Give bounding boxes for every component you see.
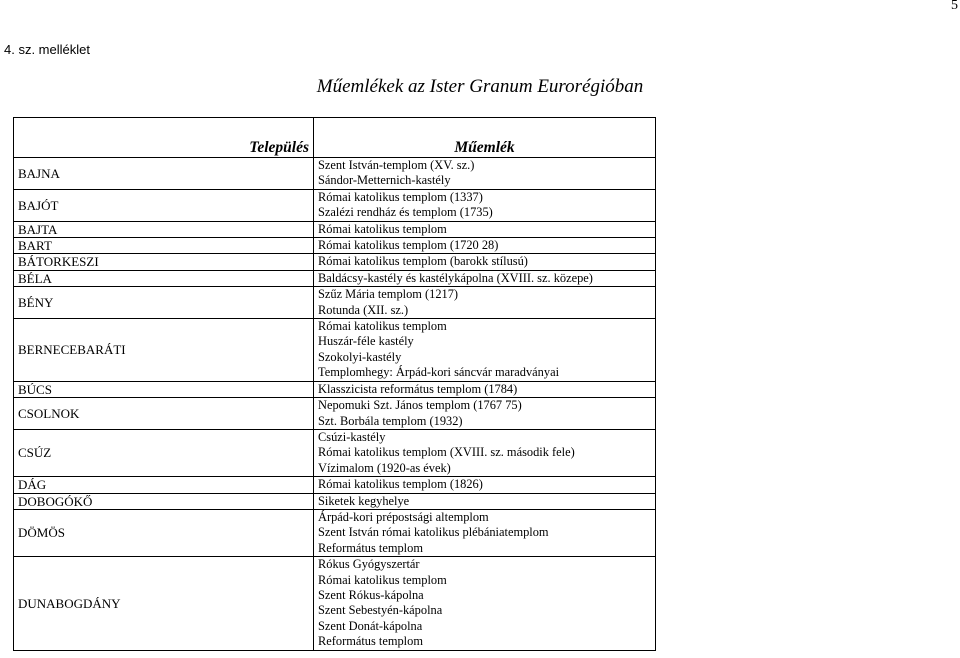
- table-header-row: [14, 118, 656, 158]
- settlement-cell: CSÚZ: [14, 429, 314, 476]
- monument-item: Szokolyi-kastély: [318, 349, 402, 364]
- settlement-cell: BÉLA: [14, 270, 314, 286]
- monument-cell: [314, 381, 656, 397]
- table-row: [14, 319, 656, 382]
- monument-item: Római katolikus templom (1826): [318, 477, 483, 492]
- monument-item: Vízimalom (1920-as évek): [318, 460, 451, 475]
- monument-item: Szent Donát-kápolna: [318, 618, 423, 633]
- monument-item: Rotunda (XII. sz.): [318, 302, 409, 317]
- monument-item: Baldácsy-kastély és kastélykápolna (XVIII. sz. közepe): [318, 270, 593, 285]
- table-row: [14, 429, 656, 476]
- monuments-table: [13, 117, 656, 651]
- monument-item: Római katolikus templom: [318, 319, 447, 334]
- monument-item: Római katolikus templom (XVIII. sz. második fele): [318, 445, 575, 460]
- table-row: [14, 221, 656, 237]
- monument-cell: [314, 319, 656, 382]
- monument-cell: [314, 238, 656, 254]
- monument-item: Római katolikus templom (barokk stílusú): [318, 254, 528, 269]
- document-title: Műemlékek az Ister Granum Eurorégióban: [316, 76, 644, 97]
- monument-cell: [314, 398, 656, 430]
- monument-item: Szűz Mária templom (1217): [318, 287, 459, 302]
- monument-cell: [314, 287, 656, 319]
- table-row: [14, 270, 656, 286]
- settlement-cell: DOBOGÓKŐ: [14, 493, 314, 509]
- settlement-cell: CSOLNOK: [14, 398, 314, 430]
- monument-cell: [314, 493, 656, 509]
- annex-label: 4. sz. melléklet: [4, 42, 90, 57]
- monument-item: Szent István római katolikus plébániatemplom: [318, 525, 549, 540]
- settlement-cell: BAJTA: [14, 221, 314, 237]
- monument-cell: [314, 158, 656, 190]
- monument-item: Római katolikus templom: [318, 572, 447, 587]
- monument-item: Sándor-Metternich-kastély: [318, 173, 451, 188]
- monument-item: Rókus Gyógyszertár: [318, 557, 420, 572]
- monument-item: Szent István-templom (XV. sz.): [318, 158, 475, 172]
- monument-item: Huszár-féle kastély: [318, 334, 414, 349]
- monument-item: Református templom: [318, 634, 423, 649]
- table-row: [14, 238, 656, 254]
- monument-item: Siketek kegyhelye: [318, 493, 410, 508]
- table-row: [14, 557, 656, 650]
- monument-cell: [314, 221, 656, 237]
- table-row: [14, 398, 656, 430]
- table-row: [14, 477, 656, 493]
- monument-cell: [314, 509, 656, 556]
- monument-item: Árpád-kori prépostsági altemplom: [318, 509, 489, 524]
- monument-cell: [314, 189, 656, 221]
- monument-item: Református templom: [318, 540, 423, 555]
- monument-item: Római katolikus templom (1337): [318, 189, 483, 204]
- monument-item: Szt. Borbála templom (1932): [318, 413, 463, 428]
- settlement-cell: BERNECEBARÁTI: [14, 319, 314, 382]
- table-row: [14, 254, 656, 270]
- monument-cell: [314, 557, 656, 650]
- table-body: [14, 158, 656, 651]
- table-row: [14, 189, 656, 221]
- header-settlement: Település: [14, 118, 314, 158]
- monument-cell: [314, 429, 656, 476]
- monument-cell: [314, 477, 656, 493]
- settlement-cell: BAJNA: [14, 158, 314, 190]
- monument-item: Csúzi-kastély: [318, 429, 386, 444]
- table-row: [14, 509, 656, 556]
- monument-item: Szent Sebestyén-kápolna: [318, 603, 443, 618]
- table-row: [14, 493, 656, 509]
- monument-item: Templomhegy: Árpád-kori sáncvár maradványai: [318, 365, 560, 380]
- table-row: [14, 381, 656, 397]
- settlement-cell: DÖMÖS: [14, 509, 314, 556]
- header-monument: Műemlék: [314, 118, 656, 158]
- monument-item: Szent Rókus-kápolna: [318, 587, 424, 602]
- monument-cell: [314, 254, 656, 270]
- monument-item: Klasszicista református templom (1784): [318, 381, 518, 396]
- monument-item: Nepomuki Szt. János templom (1767 75): [318, 398, 522, 413]
- monument-item: Római katolikus templom: [318, 221, 447, 236]
- settlement-cell: BÁTORKESZI: [14, 254, 314, 270]
- settlement-cell: BÚCS: [14, 381, 314, 397]
- table-row: [14, 287, 656, 319]
- settlement-cell: BAJÓT: [14, 189, 314, 221]
- monument-item: Szalézi rendház és templom (1735): [318, 205, 493, 220]
- monument-item: Római katolikus templom (1720 28): [318, 238, 499, 253]
- page-number: 5: [951, 0, 958, 13]
- monument-cell: [314, 270, 656, 286]
- settlement-cell: BÉNY: [14, 287, 314, 319]
- settlement-cell: DÁG: [14, 477, 314, 493]
- settlement-cell: DUNABOGDÁNY: [14, 557, 314, 650]
- table-row: [14, 158, 656, 190]
- settlement-cell: BART: [14, 238, 314, 254]
